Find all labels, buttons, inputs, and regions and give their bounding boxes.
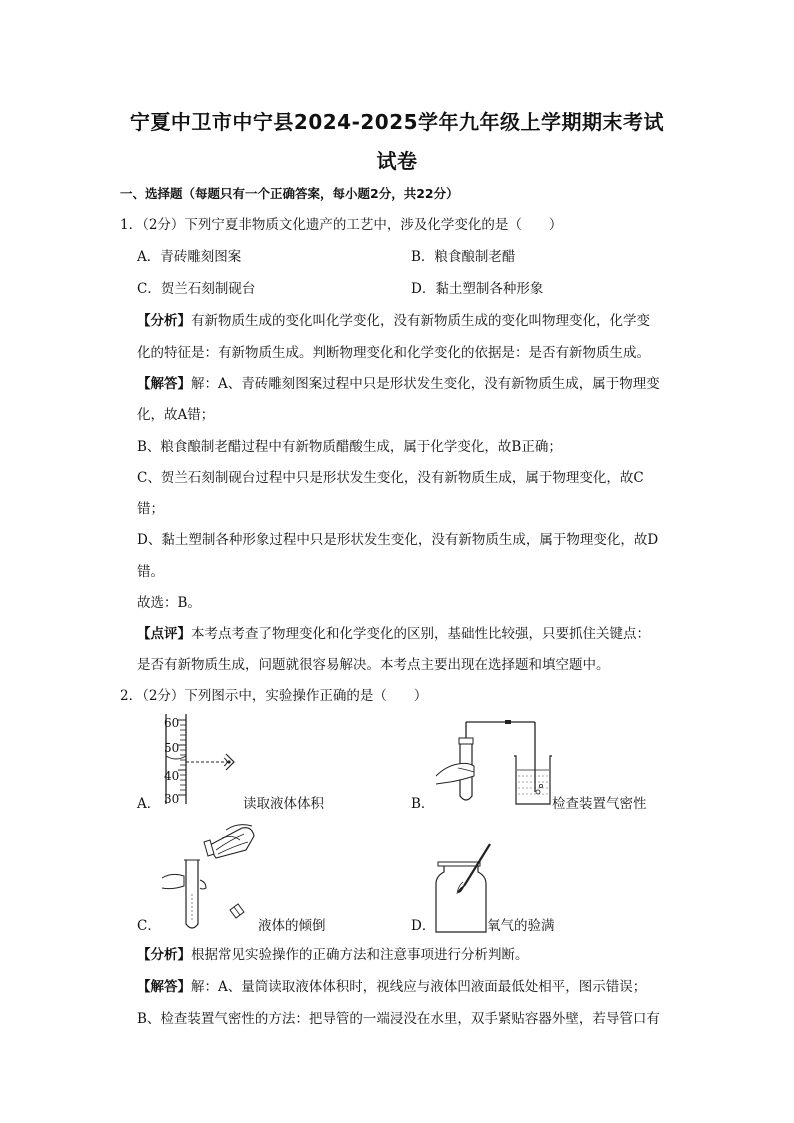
question-1-stem: 1．（2分）下列宁夏非物质文化遗产的工艺中，涉及化学变化的是（ ） <box>120 217 563 233</box>
question-2-option-c-letter: C． <box>137 918 161 934</box>
analysis-label: 【分析】 <box>137 947 191 963</box>
question-2-answer <box>137 977 646 997</box>
question-2-answer-line-2: B、检查装置气密性的方法：把导管的一端浸没在水里，双手紧贴容器外壁，若导管口有 <box>137 1011 660 1027</box>
question-1-comment-line-2: 是否有新物质生成，问题就很容易解决。本考点主要出现在选择题和填空题中。 <box>137 657 610 673</box>
question-2-option-d-letter: D． <box>411 918 436 934</box>
question-1-option-c: C．贺兰石刻制砚台 <box>137 281 256 297</box>
document-title: 宁夏中卫市中宁县2024-2025学年九年级上学期期末考试 <box>129 110 665 134</box>
question-2-option-b-letter: B． <box>411 796 435 812</box>
question-2-option-c-caption: 液体的倾倒 <box>258 918 326 934</box>
answer-label: 【解答】 <box>137 979 191 995</box>
question-1-answer-line-5: 错； <box>137 501 164 517</box>
question-2-option-a-letter: A． <box>137 796 161 812</box>
question-1-comment <box>137 624 650 644</box>
question-1-answer-line-4: C、贺兰石刻制砚台过程中只是形状发生变化，没有新物质生成，属于物理变化，故C <box>137 470 644 486</box>
section-heading: 一、选择题（每题只有一个正确答案，每小题2分，共22分） <box>120 186 459 201</box>
question-1-choice: 故选：B。 <box>137 595 201 611</box>
analysis-text: 根据常见实验操作的正确方法和注意事项进行分析判断。 <box>191 947 529 963</box>
analysis-text: 有新物质生成的变化叫化学变化，没有新物质生成的变化叫物理变化，化学变 <box>191 313 650 329</box>
comment-label: 【点评】 <box>137 626 191 642</box>
question-1-analysis-line-2: 化的特征是：有新物质生成。判断物理变化和化学变化的依据是：是否有新物质生成。 <box>137 345 650 361</box>
question-1-answer-line-2: 化，故A错； <box>137 407 215 423</box>
question-2-analysis <box>137 945 529 965</box>
question-1-answer-line-3: B、粮食酿制老醋过程中有新物质醋酸生成，属于化学变化，故B正确； <box>137 439 562 455</box>
question-1-option-b: B．粮食酿制老醋 <box>411 249 516 265</box>
answer-label: 【解答】 <box>137 376 191 392</box>
question-1-answer-line-6: D、黏土塑制各种形象过程中只是形状发生变化，没有新物质生成，属于物理变化，故D <box>137 532 659 548</box>
question-2-option-a-caption: 读取液体体积 <box>243 796 324 812</box>
question-2-option-b-caption: 检查装置气密性 <box>552 796 647 812</box>
question-1-option-a: A．青砖雕刻图案 <box>137 249 242 265</box>
question-1-option-d: D．黏土塑制各种形象 <box>411 281 544 297</box>
analysis-label: 【分析】 <box>137 313 191 329</box>
cylinder-tick-30: 30 <box>164 792 180 806</box>
question-1-answer <box>137 374 660 394</box>
cylinder-tick-40: 40 <box>164 769 180 783</box>
cylinder-tick-60: 60 <box>164 716 180 730</box>
question-2-option-d-caption: 氧气的验满 <box>487 918 555 934</box>
comment-text: 本考点考查了物理变化和化学变化的区别，基础性比较强，只要抓住关键点： <box>191 626 650 642</box>
liquid-pouring-figure <box>160 820 260 935</box>
cylinder-tick-50: 50 <box>164 741 180 755</box>
oxygen-test-figure <box>432 842 492 938</box>
question-2-stem: 2．（2分）下列图示中，实验操作正确的是（ ） <box>120 688 428 704</box>
airtightness-check-figure <box>432 712 557 810</box>
answer-text: 解：A、量筒读取液体体积时，视线应与液体凹液面最低处相平，图示错误； <box>191 979 647 995</box>
document-title-continued: 试卷 <box>376 149 418 173</box>
question-1-answer-line-7: 错。 <box>137 564 164 580</box>
answer-text: 解：A、青砖雕刻图案过程中只是形状发生变化，没有新物质生成，属于物理变 <box>191 376 660 392</box>
question-1-analysis <box>137 311 650 331</box>
